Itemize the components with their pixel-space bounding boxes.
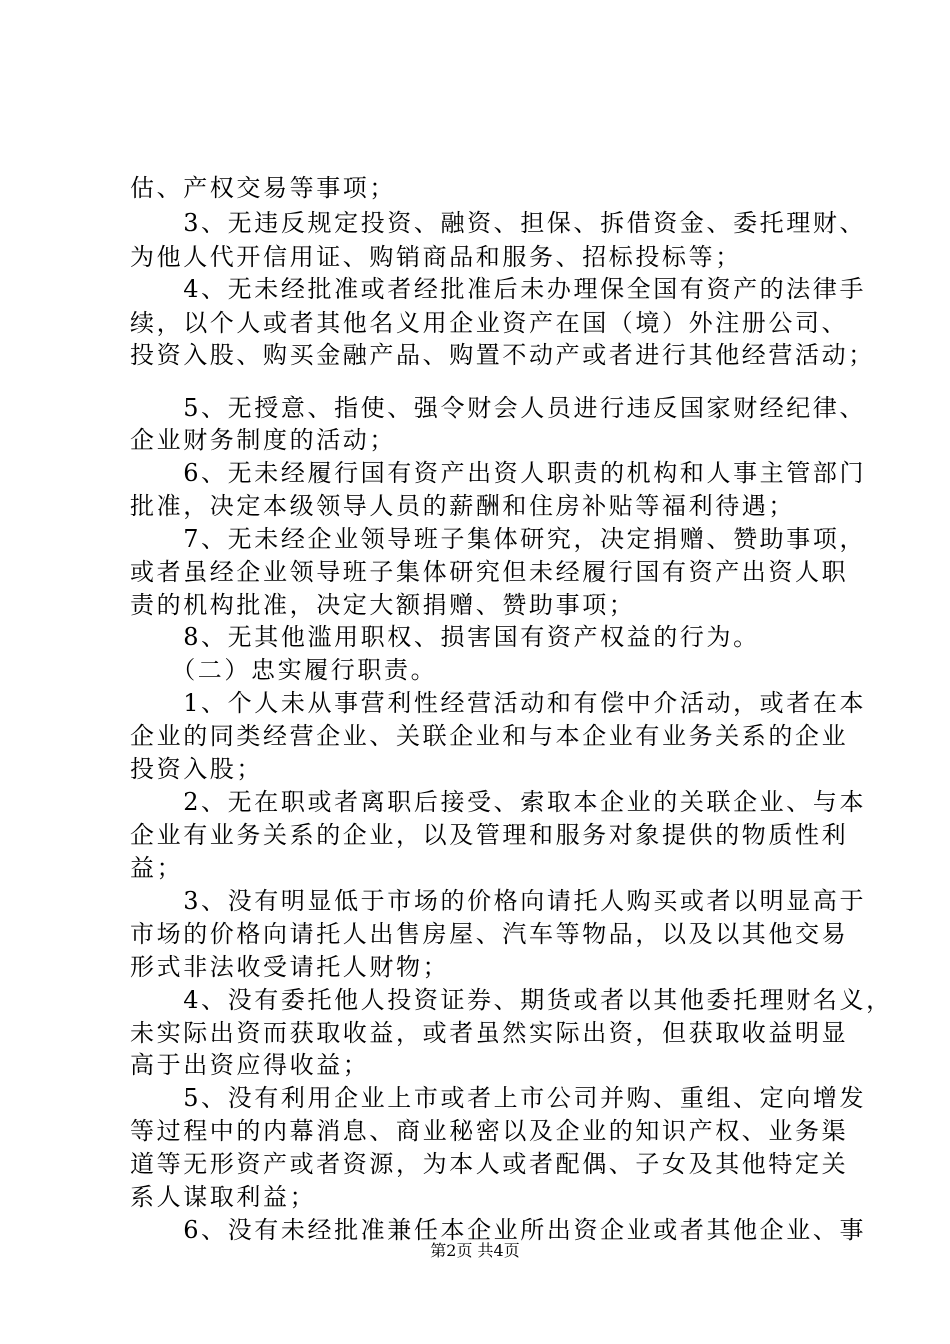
text-line: 企业的同类经营企业、关联企业和与本企业有业务关系的企业 — [130, 722, 849, 750]
text-line: 4、无未经批准或者经批准后未办理保全国有资产的法律手 — [130, 275, 867, 303]
text-line: 系人谋取利益； — [130, 1183, 317, 1211]
text-line: 企业财务制度的活动； — [130, 426, 396, 454]
text-line: 市场的价格向请托人出售房屋、汽车等物品，以及以其他交易 — [130, 920, 849, 948]
text-line: 8、无其他滥用职权、损害国有资产权益的行为。 — [130, 623, 760, 651]
text-line: 2、无在职或者离职后接受、索取本企业的关联企业、与本 — [130, 788, 867, 816]
text-line: 等过程中的内幕消息、商业秘密以及企业的知识产权、业务渠 — [130, 1117, 849, 1145]
page-number-footer: 第2页 共4页 — [430, 1241, 520, 1260]
text-line: 7、无未经企业领导班子集体研究，决定捐赠、赞助事项， — [130, 525, 867, 553]
text-line: 投资入股、购买金融产品、购置不动产或者进行其他经营活动； — [130, 341, 875, 369]
text-line: 益； — [130, 854, 184, 882]
text-line: 1、个人未从事营利性经营活动和有偿中介活动，或者在本 — [130, 689, 867, 717]
text-line: 续，以个人或者其他名义用企业资产在国（境）外注册公司、 — [130, 309, 849, 337]
text-line: 投资入股； — [130, 755, 263, 783]
text-line: 企业有业务关系的企业，以及管理和服务对象提供的物质性利 — [130, 821, 849, 849]
text-line: 5、没有利用企业上市或者上市公司并购、重组、定向增发 — [130, 1084, 867, 1112]
text-line: 5、无授意、指使、强令财会人员进行违反国家财经纪律、 — [130, 394, 867, 422]
text-line: 道等无形资产或者资源，为本人或者配偶、子女及其他特定关 — [130, 1150, 849, 1178]
text-line: 3、没有明显低于市场的价格向请托人购买或者以明显高于 — [130, 887, 867, 915]
text-line: 或者虽经企业领导班子集体研究但未经履行国有资产出资人职 — [130, 558, 849, 586]
text-line: 6、无未经履行国有资产出资人职责的机构和人事主管部门 — [130, 459, 867, 487]
text-line: 3、无违反规定投资、融资、担保、拆借资金、委托理财、 — [130, 209, 867, 237]
text-line: 为他人代开信用证、购销商品和服务、招标投标等； — [130, 243, 742, 271]
text-line: （二）忠实履行职责。 — [130, 656, 438, 684]
text-line: 批准，决定本级领导人员的薪酬和住房补贴等福利待遇； — [130, 492, 795, 520]
text-line: 高于出资应得收益； — [130, 1051, 370, 1079]
text-line: 估、产权交易等事项； — [130, 174, 396, 202]
text-line: 未实际出资而获取收益，或者虽然实际出资，但获取收益明显 — [130, 1019, 849, 1047]
text-line: 6、没有未经批准兼任本企业所出资企业或者其他企业、事 — [130, 1216, 867, 1244]
text-line: 责的机构批准，决定大额捐赠、赞助事项； — [130, 591, 636, 619]
text-line: 4、没有委托他人投资证券、期货或者以其他委托理财名义， — [130, 986, 893, 1014]
text-line: 形式非法收受请托人财物； — [130, 953, 450, 981]
